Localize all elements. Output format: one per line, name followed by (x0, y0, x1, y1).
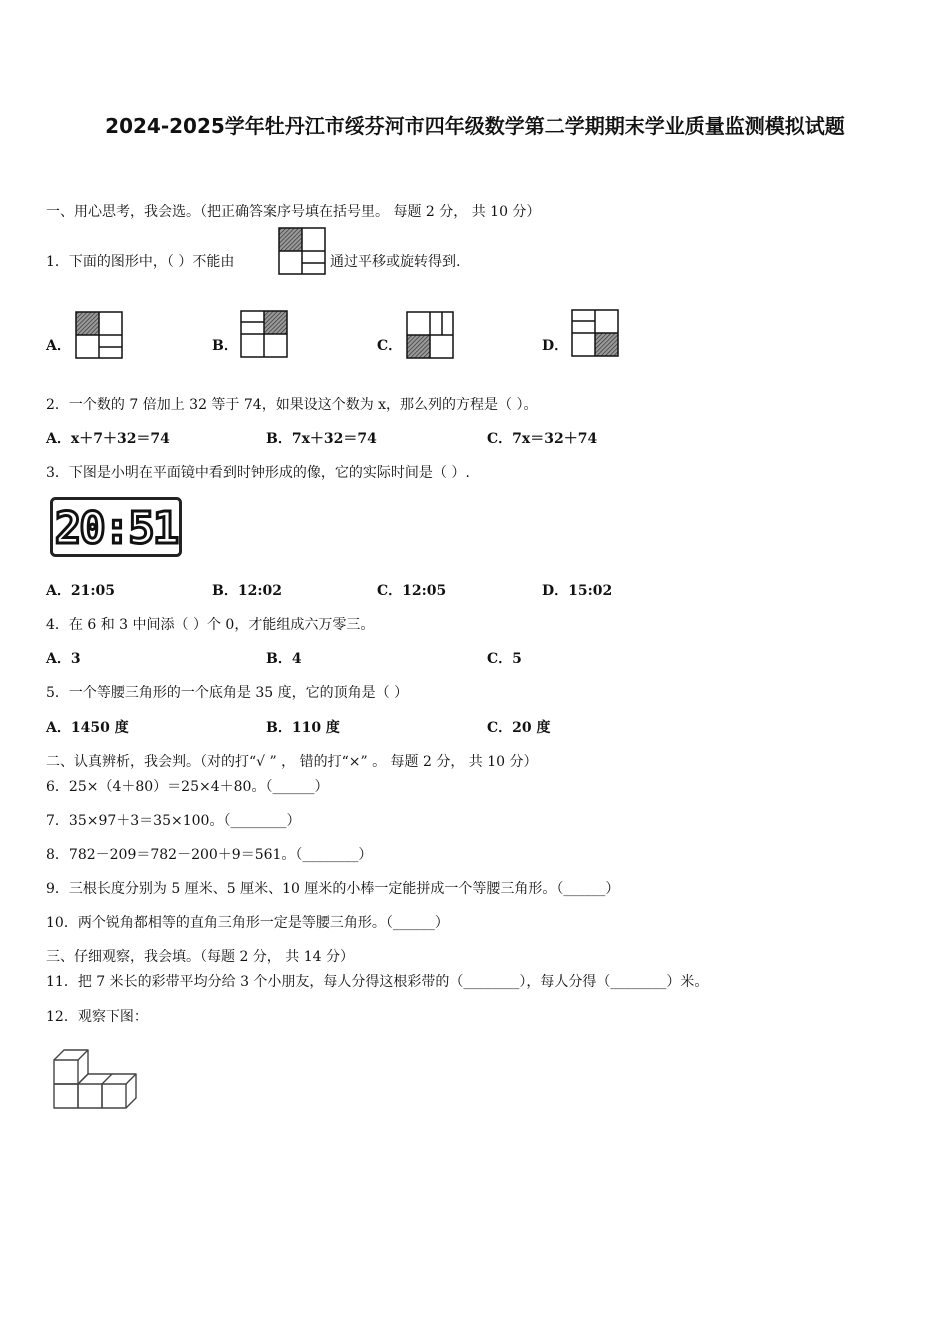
q1-reference-figure (278, 227, 326, 275)
cube-stack-icon (52, 1048, 138, 1112)
q4-option-c[interactable]: C．5 (487, 651, 522, 667)
q1-option-c-label[interactable]: C． (377, 338, 403, 354)
q10-text[interactable]: 10．两个锐角都相等的直角三角形一定是等腰三角形。（______） (46, 915, 449, 931)
q5-option-a[interactable]: A．1450 度 (46, 720, 129, 736)
q2-option-b[interactable]: B．7x＋32＝74 (266, 431, 377, 447)
q2-text: 2．一个数的 7 倍加上 32 等于 74，如果设这个数为 x，那么列的方程是（ ）。 (46, 397, 538, 413)
q4-option-b[interactable]: B．4 (266, 651, 302, 667)
q5-option-c[interactable]: C．20 度 (487, 720, 551, 736)
q1-option-b-label[interactable]: B． (212, 338, 238, 354)
q9-text[interactable]: 9．三根长度分别为 5 厘米、5 厘米、10 厘米的小棒一定能拼成一个等腰三角形。（______） (46, 881, 620, 897)
q11-text[interactable]: 11．把 7 米长的彩带平均分给 3 个小朋友，每人分得这根彩带的（________），每人分得（________）米。 (46, 974, 709, 990)
q3-option-b[interactable]: B．12:02 (212, 583, 282, 599)
q5-text: 5．一个等腰三角形的一个底角是 35 度，它的顶角是（ ） (46, 685, 409, 701)
q1-option-d-figure[interactable] (571, 309, 619, 357)
q3-option-c[interactable]: C．12:05 (377, 583, 447, 599)
q6-text[interactable]: 6．25×（4＋80）＝25×4＋80。（______） (46, 779, 329, 795)
page-title: 2024-2025学年牡丹江市绥芬河市四年级数学第二学期期末学业质量监测模拟试题 (105, 114, 845, 138)
q1-option-c-figure[interactable] (406, 311, 454, 359)
q5-option-b[interactable]: B．110 度 (266, 720, 340, 736)
q12-text: 12．观察下图： (46, 1009, 148, 1025)
q2-option-c[interactable]: C．7x＝32＋74 (487, 431, 598, 447)
digital-clock-icon (50, 497, 182, 557)
q3-text: 3．下图是小明在平面镜中看到时钟形成的像，它的实际时间是（ ）. (46, 465, 470, 481)
q4-option-a[interactable]: A．3 (46, 651, 81, 667)
q1-option-a-figure[interactable] (75, 311, 123, 359)
q1-option-b-figure[interactable] (240, 310, 288, 358)
q2-option-a[interactable]: A．x＋7＋32＝74 (46, 431, 170, 447)
q3-option-d[interactable]: D．15:02 (542, 583, 613, 599)
q4-text: 4．在 6 和 3 中间添（ ）个 0，才能组成六万零三。 (46, 617, 375, 633)
section2-heading: 二、认真辨析，我会判。（对的打“√ ” ， 错的打“×” 。 每题 2 分， 共 10 分） (46, 754, 538, 770)
q1-option-a-label[interactable]: A． (46, 338, 71, 354)
section3-heading: 三、仔细观察，我会填。（每题 2 分， 共 14 分） (46, 949, 354, 965)
q7-text[interactable]: 7．35×97＋3＝35×100。（________） (46, 813, 301, 829)
section1-heading: 一、用心思考，我会选。（把正确答案序号填在括号里。 每题 2 分， 共 10 分） (46, 204, 541, 220)
clock-digits: 20:51 (54, 503, 178, 554)
q1-option-d-label[interactable]: D． (542, 338, 569, 354)
q3-option-a[interactable]: A．21:05 (46, 583, 115, 599)
q8-text[interactable]: 8．782－209＝782－200＋9＝561。（________） (46, 847, 373, 863)
q1-text-after: 通过平移或旋转得到. (330, 254, 461, 270)
q1-text-before: 1．下面的图形中，（ ）不能由 (46, 254, 235, 270)
